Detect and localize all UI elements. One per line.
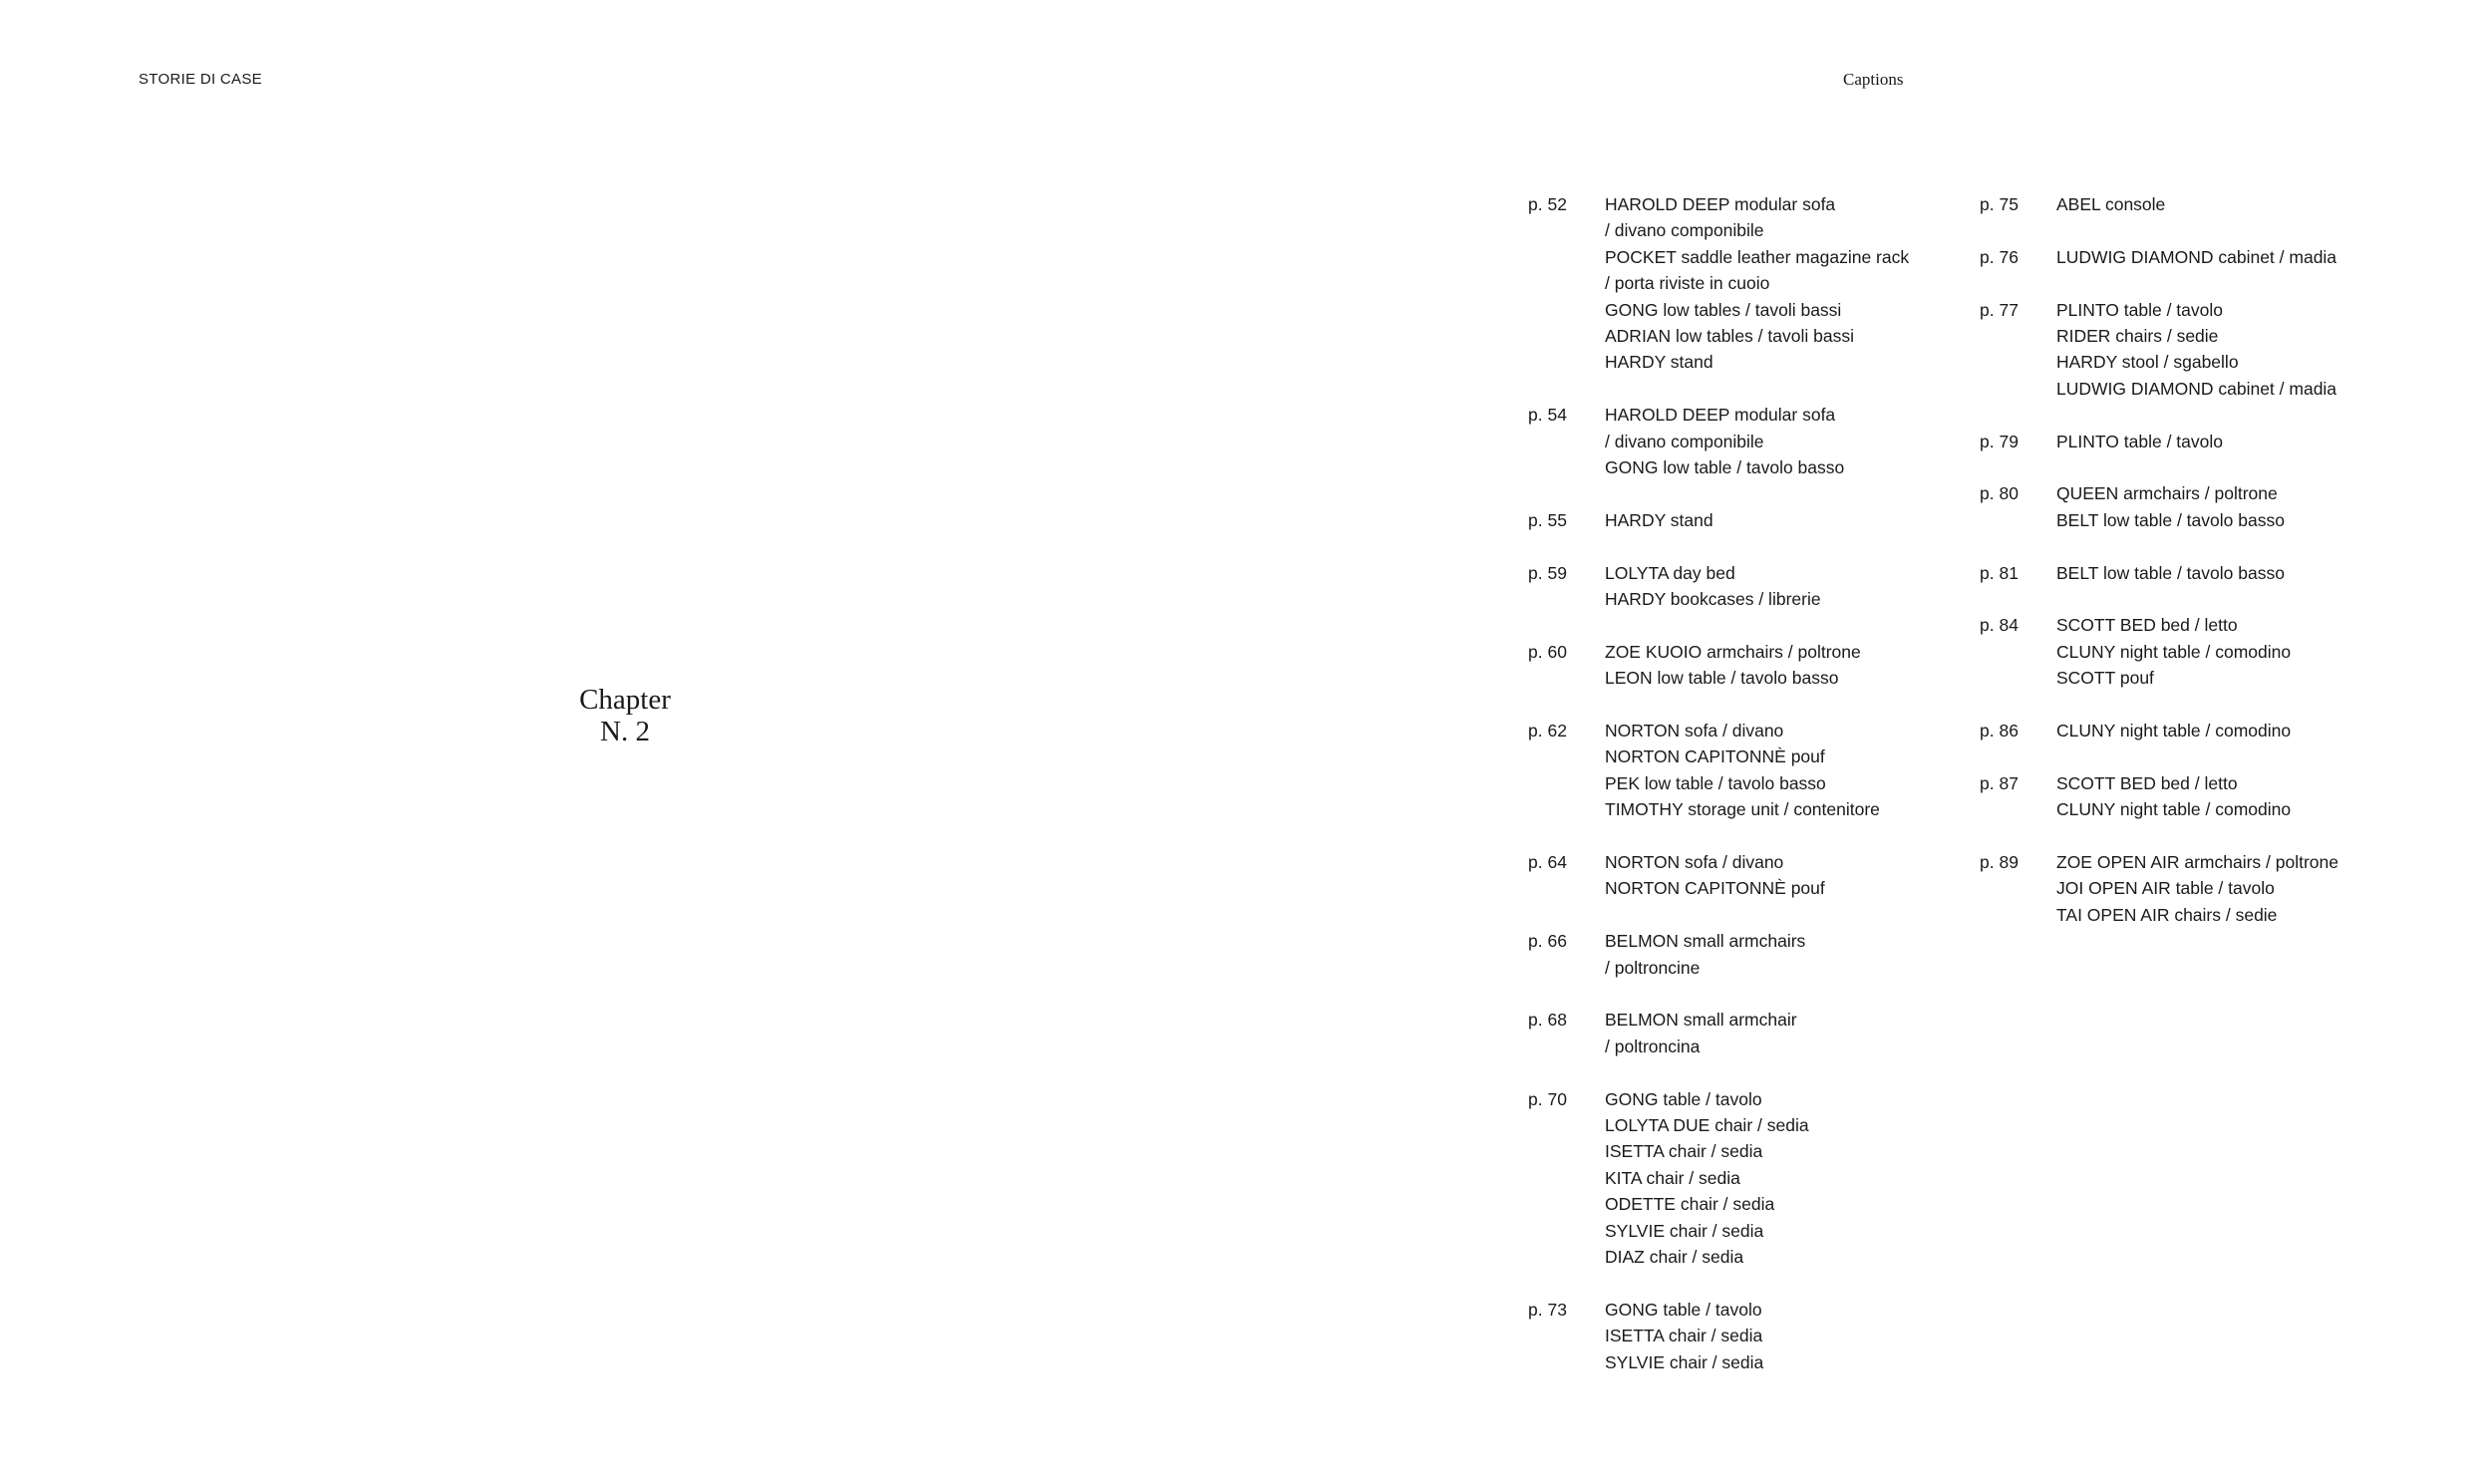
chapter-title-line1: Chapter [579,684,671,716]
caption-line: SYLVIE chair / sedia [1605,1220,1764,1241]
caption-line: LOLYTA day bed [1605,562,1735,583]
caption-page-number: p. 84 [1980,615,2019,636]
caption-line: HARDY bookcases / librerie [1605,589,1821,610]
caption-line: LUDWIG DIAMOND cabinet / madia [2056,378,2337,399]
caption-line: GONG low table / tavolo basso [1605,457,1845,478]
caption-line: / divano componibile [1605,431,1764,451]
caption-entry [1528,849,1909,902]
caption-line: / divano componibile [1605,220,1764,241]
caption-line: ISETTA chair / sedia [1605,1141,1763,1162]
caption-lines [1605,402,1844,480]
caption-line: CLUNY night table / comodino [2056,641,2292,662]
caption-line: HARDY stand [1605,509,1713,530]
captions-left-column [1528,191,1909,1402]
caption-line: SCOTT BED bed / letto [2056,772,2238,793]
caption-line: BELMON small armchairs [1605,931,1806,952]
caption-line: SCOTT pouf [2056,668,2154,689]
caption-line: / poltroncina [1605,1036,1701,1056]
caption-entry [1528,507,1909,533]
caption-page-number: p. 54 [1528,405,1567,426]
caption-line: ZOE KUOIO armchairs / poltrone [1605,641,1861,662]
caption-lines [1605,928,1805,981]
caption-line: ADRIAN low tables / tavoli bassi [1605,326,1854,347]
caption-entry [1980,612,2338,691]
caption-entry [1528,639,1909,692]
caption-page-number: p. 76 [1980,246,2019,267]
caption-line: GONG table / tavolo [1605,1088,1762,1109]
caption-line: BELT low table / tavolo basso [2056,562,2285,583]
caption-lines [1605,1086,1809,1271]
caption-lines [2056,244,2336,270]
caption-lines [2056,560,2285,586]
caption-line: SCOTT BED bed / letto [2056,615,2238,636]
caption-lines [1605,718,1880,823]
caption-line: ODETTE chair / sedia [1605,1194,1775,1215]
caption-page-number: p. 75 [1980,194,2019,214]
caption-entry [1528,928,1909,981]
caption-line: / porta riviste in cuoio [1605,273,1770,294]
caption-page-number: p. 62 [1528,721,1567,742]
caption-lines [1605,1297,1763,1375]
caption-line: ABEL console [2056,194,2166,214]
caption-line: ISETTA chair / sedia [1605,1326,1763,1346]
captions-right-column [1980,191,2338,955]
caption-line: TAI OPEN AIR chairs / sedie [2056,904,2278,925]
caption-entry [1528,1297,1909,1375]
caption-line: NORTON sofa / divano [1605,721,1784,742]
caption-lines [2056,480,2285,533]
caption-entry [1980,244,2338,270]
caption-page-number: p. 68 [1528,1010,1567,1031]
caption-line: TIMOTHY storage unit / contenitore [1605,799,1880,820]
caption-line: HARDY stool / sgabello [2056,352,2239,373]
caption-entry [1528,718,1909,823]
caption-page-number: p. 52 [1528,194,1567,214]
caption-line: HAROLD DEEP modular sofa [1605,405,1836,426]
caption-lines [1605,560,1821,613]
chapter-title [525,684,725,747]
caption-page-number: p. 59 [1528,562,1567,583]
caption-lines [1605,849,1825,902]
caption-line: BELT low table / tavolo basso [2056,509,2285,530]
caption-line: JOI OPEN AIR table / tavolo [2056,878,2275,899]
caption-page-number: p. 89 [1980,852,2019,873]
caption-lines [2056,849,2338,928]
caption-line: GONG low tables / tavoli bassi [1605,299,1842,320]
caption-line: PEK low table / tavolo basso [1605,772,1826,793]
caption-line: CLUNY night table / comodino [2056,799,2292,820]
caption-lines [1605,639,1861,692]
caption-page-number: p. 81 [1980,562,2019,583]
caption-line: ZOE OPEN AIR armchairs / poltrone [2056,852,2339,873]
caption-lines [2056,770,2291,823]
running-head-left: STORIE DI CASE [139,71,262,88]
caption-line: RIDER chairs / sedie [2056,326,2219,346]
caption-page-number: p. 64 [1528,852,1567,873]
caption-page-number: p. 60 [1528,641,1567,662]
caption-line: LOLYTA DUE chair / sedia [1605,1115,1809,1136]
caption-lines [2056,718,2291,743]
caption-line: LEON low table / tavolo basso [1605,668,1839,689]
caption-line: LUDWIG DIAMOND cabinet / madia [2056,246,2337,267]
caption-line: NORTON CAPITONNÈ pouf [1605,746,1825,767]
caption-entry [1980,429,2338,454]
caption-page-number: p. 66 [1528,931,1567,952]
caption-page-number: p. 79 [1980,431,2019,451]
caption-line: PLINTO table / tavolo [2056,431,2223,451]
caption-lines [2056,612,2291,691]
caption-line: HARDY stand [1605,352,1713,373]
caption-page-number: p. 55 [1528,509,1567,530]
caption-lines [2056,429,2223,454]
caption-entry [1528,1007,1909,1059]
caption-line: SYLVIE chair / sedia [1605,1351,1764,1372]
caption-line: PLINTO table / tavolo [2056,299,2223,320]
caption-lines [1605,1007,1797,1059]
caption-entry [1980,297,2338,403]
caption-lines [1605,191,1909,376]
caption-page-number: p. 80 [1980,483,2019,504]
caption-page-number: p. 73 [1528,1299,1567,1320]
caption-line: HAROLD DEEP modular sofa [1605,194,1836,214]
caption-line: CLUNY night table / comodino [2056,721,2292,742]
caption-lines [2056,191,2165,217]
caption-line: GONG table / tavolo [1605,1299,1762,1320]
caption-entry [1980,770,2338,823]
running-head-right: Captions [1843,70,1904,89]
caption-lines [1605,507,1713,533]
caption-entry [1528,1086,1909,1271]
caption-page-number: p. 70 [1528,1088,1567,1109]
caption-entry [1980,718,2338,743]
caption-line: NORTON sofa / divano [1605,852,1784,873]
caption-line: KITA chair / sedia [1605,1167,1740,1188]
caption-line: / poltroncine [1605,957,1701,978]
caption-entry [1980,480,2338,533]
caption-line: BELMON small armchair [1605,1010,1797,1031]
caption-lines [2056,297,2336,403]
caption-line: QUEEN armchairs / poltrone [2056,483,2278,504]
caption-entry [1528,402,1909,480]
chapter-title-line2: N. 2 [600,716,650,747]
caption-entry [1528,560,1909,613]
caption-entry [1980,849,2338,928]
caption-page-number: p. 87 [1980,772,2019,793]
caption-line: POCKET saddle leather magazine rack [1605,246,1910,267]
caption-line: NORTON CAPITONNÈ pouf [1605,878,1825,899]
caption-page-number: p. 77 [1980,299,2019,320]
caption-line: DIAZ chair / sedia [1605,1247,1744,1268]
caption-page-number: p. 86 [1980,721,2019,742]
caption-entry [1528,191,1909,376]
caption-entry [1980,560,2338,586]
caption-entry [1980,191,2338,217]
